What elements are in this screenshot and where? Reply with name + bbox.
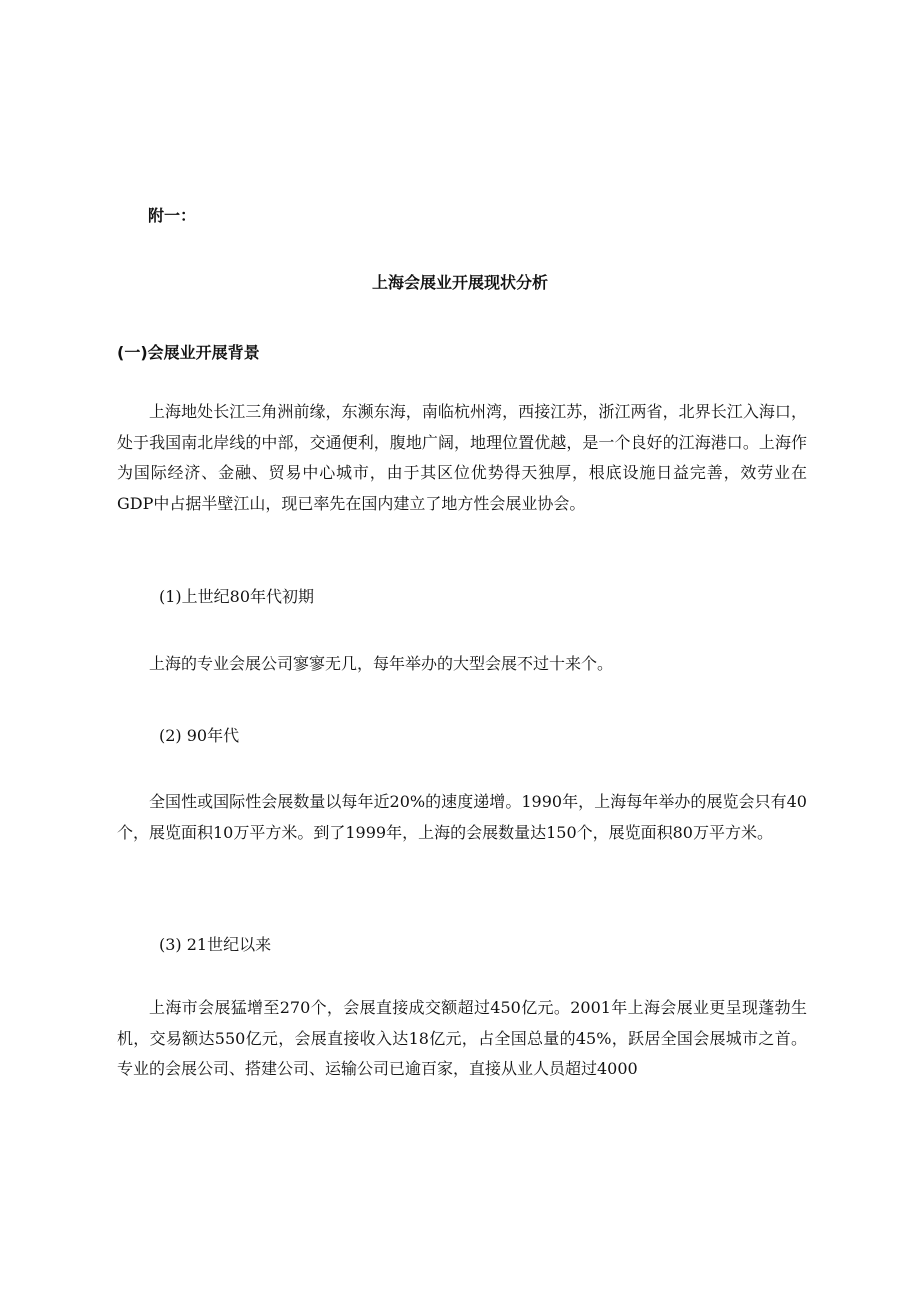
period-text-21st-century: 上海市会展猛增至270个，会展直接成交额超过450亿元。2001年上海会展业更呈现蓬勃生机，交易额达550亿元，会展直接收入达18亿元，占全国总量的45%，跃居全国会展城市之首。专业的会展公司、搭建公司、运输公司已逾百家，直接从业人员超过4000 bbox=[117, 998, 807, 1078]
period-text-1990s: 全国性或国际性会展数量以每年近20%的速度递增。1990年，上海每年举办的展览会只有40个，展览面积10万平方米。到了1999年，上海的会展数量达150个，展览面积80万平方米。 bbox=[117, 792, 807, 842]
period-heading-21st-century: (3) 21世纪以来 bbox=[159, 935, 272, 954]
intro-paragraph: 上海地处长江三角洲前缘，东濒东海，南临杭州湾，西接江苏，浙江两省，北界长江入海口，处于我国南北岸线的中部，交通便利，腹地广阔，地理位置优越，是一个良好的江海港口。上海作为国际经济、金融、贸易中心城市，由于其区位优势得天独厚，根底设施日益完善，效劳业在GDP中占据半壁江山，现已率先在国内建立了地方性会展业协会。 bbox=[117, 402, 807, 513]
page-title: 上海会展业开展现状分析 bbox=[371, 273, 548, 292]
appendix-label: 附一： bbox=[148, 206, 197, 225]
period-heading-1980s: (1)上世纪80年代初期 bbox=[159, 587, 315, 606]
period-heading-1990s: (2) 90年代 bbox=[159, 726, 240, 745]
section-heading: (一)会展业开展背景 bbox=[117, 343, 260, 362]
period-text-1980s: 上海的专业会展公司寥寥无几，每年举办的大型会展不过十来个。 bbox=[149, 654, 614, 673]
